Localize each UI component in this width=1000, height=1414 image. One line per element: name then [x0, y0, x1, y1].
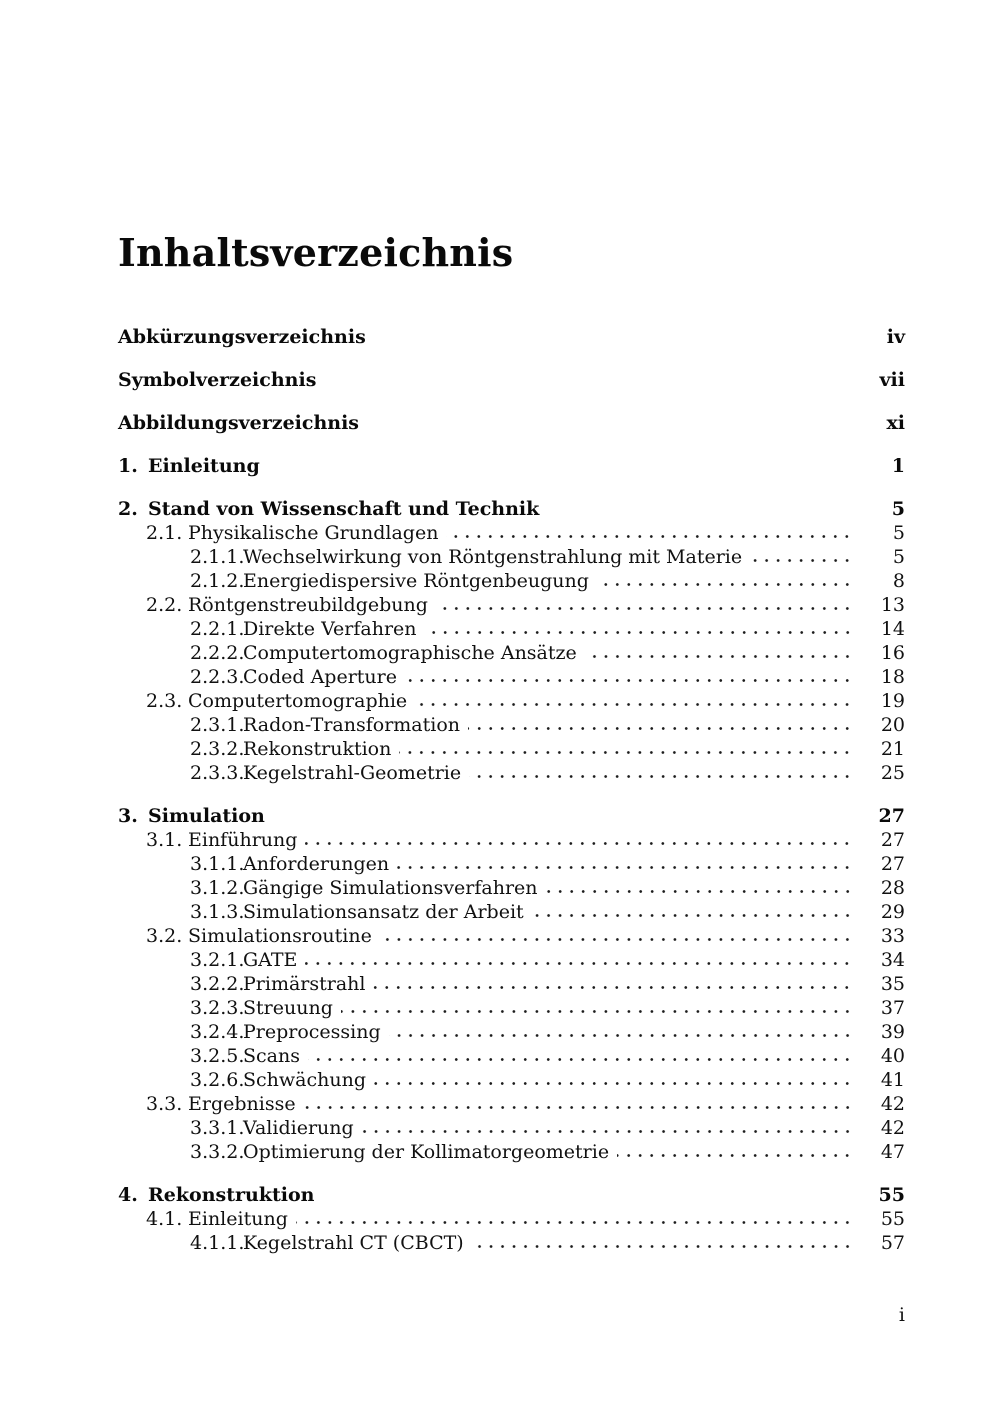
entry-title: Simulationsroutine [188, 925, 372, 947]
dot-leader [415, 702, 853, 707]
dot-leader [750, 558, 853, 563]
toc-section-entry [118, 521, 905, 545]
entry-number: 3.3.2. [190, 1141, 245, 1163]
toc-subsection-entry [118, 665, 905, 689]
entry-page: 28 [880, 877, 905, 899]
toc-subsection-entry [118, 948, 905, 972]
dot-leader [308, 1057, 853, 1062]
dot-leader [304, 1105, 853, 1110]
dot-leader [389, 1033, 853, 1038]
toc-chapter-entry [118, 454, 905, 478]
entry-number: 3. [118, 805, 138, 827]
page-number: i [898, 1304, 905, 1326]
entry-page: 1 [891, 455, 905, 477]
entry-number: 2.3.1. [190, 714, 245, 736]
toc-frontmatter-entry [118, 368, 905, 392]
entry-number: 2.2. [146, 594, 183, 616]
entry-number: 2.2.1. [190, 618, 245, 640]
entry-page: 55 [878, 1184, 905, 1206]
toc-subsection-entry [118, 852, 905, 876]
entry-number: 3.1. [146, 829, 183, 851]
entry-number: 3.3.1. [190, 1117, 245, 1139]
toc-list [118, 325, 905, 1255]
dot-leader [436, 606, 853, 611]
entry-page: 5 [892, 546, 905, 568]
entry-number: 3.2.4. [190, 1021, 245, 1043]
entry-page: 33 [880, 925, 905, 947]
toc-subsection-entry [118, 1020, 905, 1044]
toc-subsection-entry [118, 737, 905, 761]
entry-page: 40 [880, 1045, 905, 1067]
entry-title: Kegelstrahl-Geometrie [243, 762, 462, 784]
toc-subsection-entry [118, 1231, 905, 1255]
entry-page: 37 [880, 997, 905, 1019]
toc-section-entry [118, 828, 905, 852]
dot-leader [374, 1081, 853, 1086]
toc-content [118, 0, 905, 1255]
dot-leader [305, 841, 853, 846]
entry-title: Simulationsansatz der Arbeit [243, 901, 524, 923]
entry-number: 3.2.2. [190, 973, 245, 995]
dot-leader [425, 630, 853, 635]
entry-page: 47 [880, 1141, 905, 1163]
entry-title: Gängige Simulationsverfahren [243, 877, 538, 899]
dot-leader [405, 678, 853, 683]
toc-subsection-entry [118, 761, 905, 785]
entry-number: 2.1.2. [190, 570, 245, 592]
toc-subsection-entry [118, 617, 905, 641]
entry-page: 8 [892, 570, 905, 592]
toc-section-entry [118, 689, 905, 713]
dot-leader [341, 1009, 853, 1014]
toc-chapter-entry [118, 497, 905, 521]
entry-title: Optimierung der Kollimatorgeometrie [243, 1141, 610, 1163]
dot-leader [397, 865, 853, 870]
dot-leader [399, 750, 853, 755]
entry-page: 27 [880, 829, 905, 851]
toc-section-entry [118, 593, 905, 617]
entry-number: 3.1.2. [190, 877, 245, 899]
entry-number: 3.2. [146, 925, 183, 947]
toc-subsection-entry [118, 1116, 905, 1140]
entry-number: 1. [118, 455, 138, 477]
entry-page: xi [886, 412, 905, 434]
toc-subsection-entry [118, 641, 905, 665]
entry-title: Preprocessing [243, 1021, 381, 1043]
entry-number: 4.1.1. [190, 1232, 245, 1254]
entry-number: 2.1.1. [190, 546, 245, 568]
entry-page: vii [879, 369, 905, 391]
entry-title: Anforderungen [243, 853, 390, 875]
leader-spacer [547, 510, 853, 515]
entry-page: 25 [880, 762, 905, 784]
entry-title: Primärstrahl [243, 973, 366, 995]
entry-title: Computertomographie [188, 690, 408, 712]
toc-subsection-entry [118, 996, 905, 1020]
entry-title: Energiedispersive Röntgenbeugung [243, 570, 589, 592]
entry-number: 2.3.3. [190, 762, 245, 784]
entry-title: Einführung [188, 829, 298, 851]
dot-leader [373, 985, 853, 990]
entry-page: 57 [880, 1232, 905, 1254]
dot-leader [468, 726, 853, 731]
entry-title: Simulation [148, 805, 265, 827]
entry-title: Stand von Wissenschaft und Technik [148, 498, 540, 520]
entry-title: Direkte Verfahren [243, 618, 417, 640]
dot-leader [296, 1220, 853, 1225]
dot-leader [305, 961, 853, 966]
entry-title: Streuung [243, 997, 333, 1019]
toc-subsection-entry [118, 1140, 905, 1164]
dot-leader [597, 582, 853, 587]
toc-subsection-entry [118, 569, 905, 593]
toc-frontmatter-entry [118, 325, 905, 349]
entry-number: 3.2.5. [190, 1045, 245, 1067]
entry-title: Scans [243, 1045, 300, 1067]
entry-number: 3.2.1. [190, 949, 245, 971]
entry-number: 4.1. [146, 1208, 183, 1230]
toc-chapter-entry [118, 804, 905, 828]
entry-title: Abbildungsverzeichnis [118, 412, 359, 434]
entry-number: 2.2.3. [190, 666, 245, 688]
dot-leader [546, 889, 853, 894]
entry-title: Computertomographische Ansätze [243, 642, 577, 664]
entry-page: iv [886, 326, 905, 348]
dot-leader [585, 654, 853, 659]
entry-title: Physikalische Grundlagen [188, 522, 439, 544]
leader-spacer [273, 817, 853, 822]
toc-subsection-entry [118, 713, 905, 737]
entry-title: Coded Aperture [243, 666, 397, 688]
entry-number: 2.2.2. [190, 642, 245, 664]
toc-frontmatter-entry [118, 411, 905, 435]
entry-page: 21 [880, 738, 905, 760]
toc-subsection-entry [118, 545, 905, 569]
entry-title: Rekonstruktion [243, 738, 392, 760]
entry-title: Röntgenstreubildgebung [188, 594, 428, 616]
entry-page: 16 [880, 642, 905, 664]
toc-section-entry [118, 924, 905, 948]
leader-spacer [324, 381, 853, 386]
entry-page: 18 [880, 666, 905, 688]
entry-page: 19 [880, 690, 905, 712]
entry-number: 2.3.2. [190, 738, 245, 760]
leader-spacer [322, 1196, 853, 1201]
entry-page: 55 [880, 1208, 905, 1230]
entry-title: GATE [243, 949, 298, 971]
toc-section-entry [118, 1207, 905, 1231]
entry-title: Wechselwirkung von Röntgenstrahlung mit Materie [243, 546, 743, 568]
leader-spacer [374, 338, 853, 343]
entry-page: 5 [891, 498, 905, 520]
toc-subsection-entry [118, 972, 905, 996]
entry-page: 42 [880, 1117, 905, 1139]
dot-leader [362, 1129, 853, 1134]
entry-title: Radon-Transformation [243, 714, 461, 736]
entry-number: 2.1. [146, 522, 183, 544]
dot-leader [617, 1153, 853, 1158]
entry-title: Ergebnisse [188, 1093, 296, 1115]
entry-page: 14 [880, 618, 905, 640]
toc-subsection-entry [118, 900, 905, 924]
entry-title: Einleitung [188, 1208, 288, 1230]
entry-title: Einleitung [148, 455, 260, 477]
entry-title: Abkürzungsverzeichnis [118, 326, 366, 348]
toc-subsection-entry [118, 1044, 905, 1068]
entry-number: 3.1.3. [190, 901, 245, 923]
entry-number: 4. [118, 1184, 138, 1206]
entry-number: 3.2.3. [190, 997, 245, 1019]
dot-leader [446, 534, 853, 539]
dot-leader [472, 1244, 853, 1249]
leader-spacer [268, 467, 853, 472]
entry-page: 27 [880, 853, 905, 875]
entry-page: 39 [880, 1021, 905, 1043]
entry-page: 29 [880, 901, 905, 923]
leader-spacer [367, 424, 853, 429]
toc-section-entry [118, 1092, 905, 1116]
entry-page: 5 [892, 522, 905, 544]
entry-title: Symbolverzeichnis [118, 369, 317, 391]
entry-title: Kegelstrahl CT (CBCT) [243, 1232, 464, 1254]
toc-chapter-entry [118, 1183, 905, 1207]
entry-number: 3.1.1. [190, 853, 245, 875]
entry-page: 34 [880, 949, 905, 971]
entry-page: 13 [880, 594, 905, 616]
entry-page: 35 [880, 973, 905, 995]
entry-page: 20 [880, 714, 905, 736]
page-title: Inhaltsverzeichnis [118, 230, 514, 275]
entry-title: Schwächung [243, 1069, 366, 1091]
entry-page: 41 [880, 1069, 905, 1091]
toc-subsection-entry [118, 876, 905, 900]
entry-page: 27 [878, 805, 905, 827]
dot-leader [469, 774, 853, 779]
entry-number: 2. [118, 498, 138, 520]
entry-title: Validierung [243, 1117, 354, 1139]
dot-leader [380, 937, 853, 942]
entry-number: 2.3. [146, 690, 183, 712]
entry-title: Rekonstruktion [148, 1184, 315, 1206]
entry-page: 42 [880, 1093, 905, 1115]
dot-leader [532, 913, 853, 918]
entry-number: 3.2.6. [190, 1069, 245, 1091]
entry-number: 3.3. [146, 1093, 183, 1115]
toc-subsection-entry [118, 1068, 905, 1092]
